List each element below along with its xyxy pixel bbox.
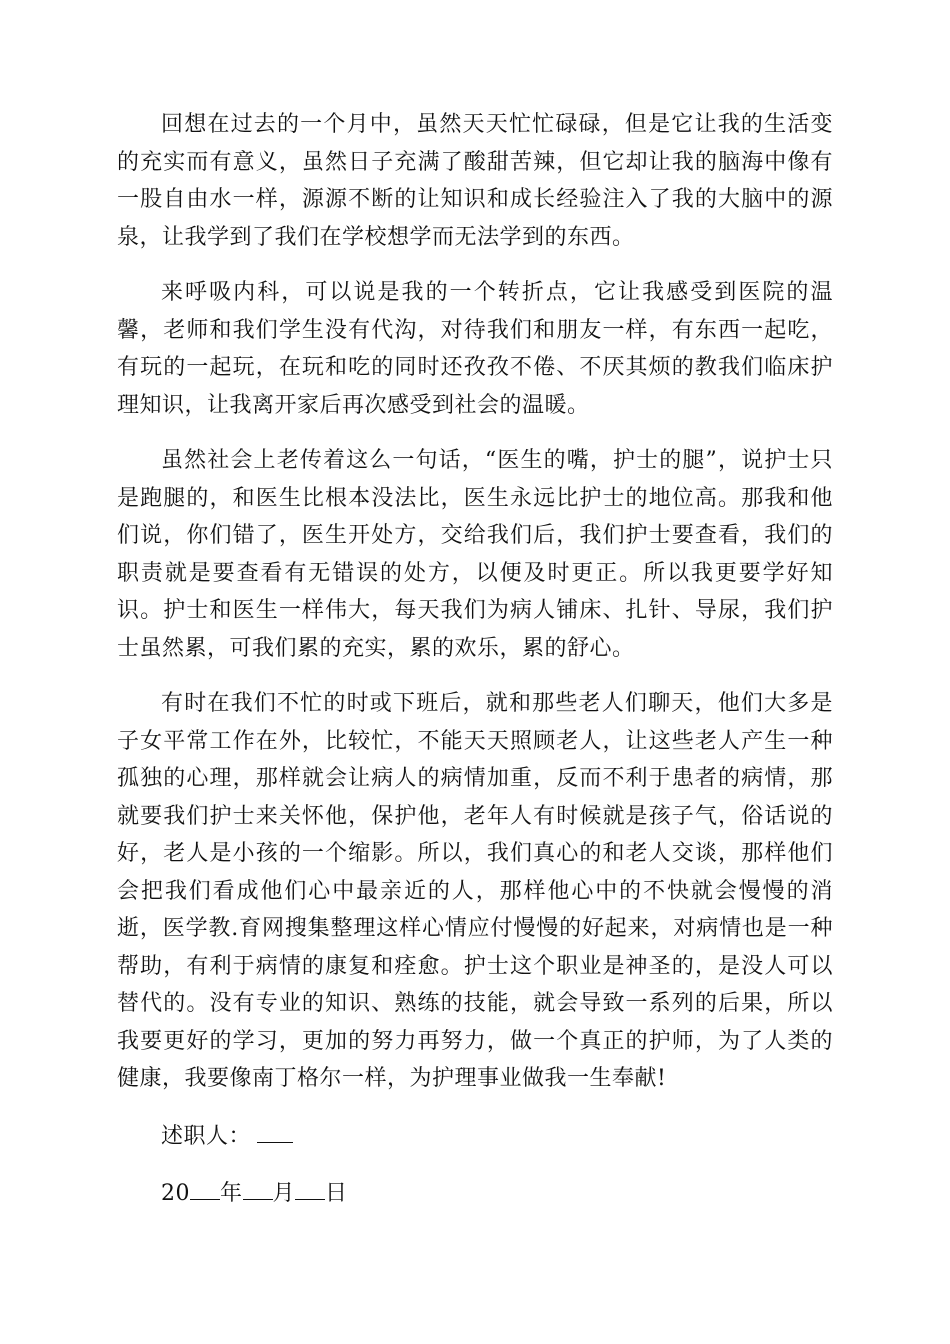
date-day-char: 日 xyxy=(325,1181,348,1206)
date-line xyxy=(117,1173,833,1213)
date-year-blank xyxy=(190,1173,220,1200)
date-day-blank xyxy=(295,1173,325,1200)
signature-label: 述职人： xyxy=(161,1123,252,1149)
paragraph-3: 虽然社会上老传着这么一句话，“医生的嘴，护士的腿”，说护士只是跑腿的，和医生比根本没法比，医生永远比护士的地位高。那我和他们说，你们错了，医生开处方，交给我们后，我们护士要查看，我们的职责就是要查看有无错误的处方，以便及时更正。所以我更要学好知识。护士和医生一样伟大，每天我们为病人铺床、扎针、导尿，我们护士虽然累，可我们累的充实，累的欢乐，累的舒心。 xyxy=(117,448,833,661)
paragraph-2: 来呼吸内科，可以说是我的一个转折点，它让我感受到医院的温馨，老师和我们学生没有代沟，对待我们和朋友一样，有东西一起吃，有玩的一起玩，在玩和吃的同时还孜孜不倦、不厌其烦的教我们临床护理知识，让我离开家后再次感受到社会的温暖。 xyxy=(117,280,833,418)
date-month-char: 月 xyxy=(272,1181,296,1206)
date-month-blank xyxy=(243,1173,273,1200)
date-year-prefix: 20 xyxy=(161,1181,190,1206)
signature-line xyxy=(117,1116,833,1156)
signature-name-blank xyxy=(257,1116,293,1143)
paragraph-4: 有时在我们不忙的时或下班后，就和那些老人们聊天，他们大多是子女平常工作在外，比较忙，不能天天照顾老人，让这些老人产生一种孤独的心理，那样就会让病人的病情加重，反而不利于患者的病情，那就要我们护士来关怀他，保护他，老年人有时候就是孩子气，俗话说的好，老人是小孩的一个缩影。所以，我们真心的和老人交谈，那样他们会把我们看成他们心中最亲近的人，那样他心中的不快就会慢慢的消逝，医学教.育网搜集整理这样心情应付慢慢的好起来，对病情也是一种帮助，有利于病情的康复和痊愈。护士这个职业是神圣的，是没人可以替代的。没有专业的知识、熟练的技能，就会导致一系列的后果，所以我要更好的学习，更加的努力再努力，做一个真正的护师，为了人类的健康，我要像南丁格尔一样，为护理事业做我一生奉献! xyxy=(117,691,833,1091)
paragraph-1: 回想在过去的一个月中，虽然天天忙忙碌碌，但是它让我的生活变的充实而有意义，虽然日子充满了酸甜苦辣，但它却让我的脑海中像有一股自由水一样，源源不断的让知识和成长经验注入了我的大脑中的源泉，让我学到了我们在学校想学而无法学到的东西。 xyxy=(117,112,833,250)
document-page xyxy=(117,106,833,1231)
date-year-char: 年 xyxy=(220,1181,243,1206)
